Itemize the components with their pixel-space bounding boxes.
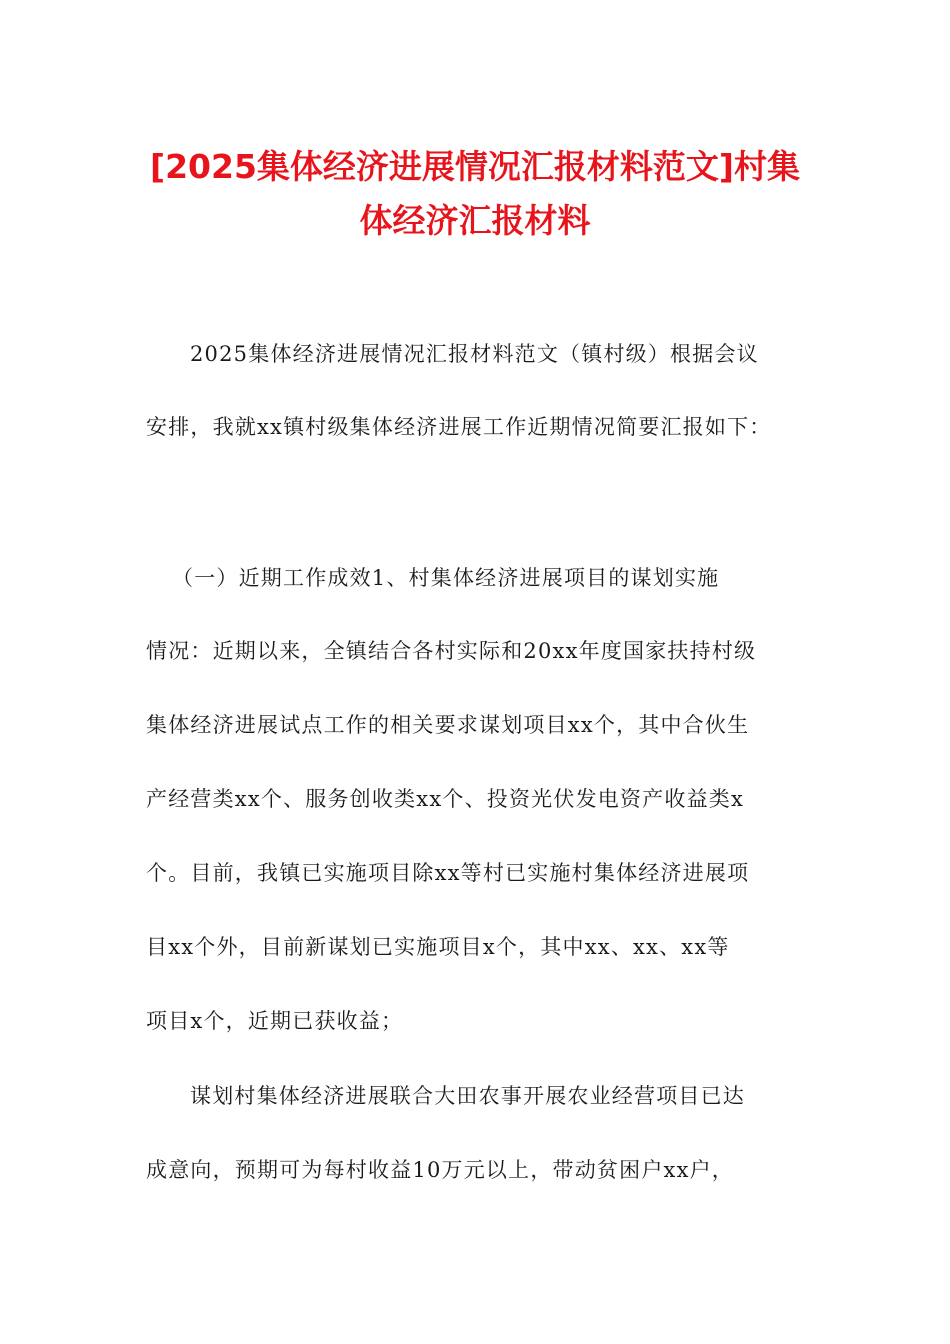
- paragraph-2-line-5: 个。目前，我镇已实施项目除xx等村已实施村集体经济进展项: [146, 861, 750, 885]
- title-line-2: 体经济汇报材料: [359, 201, 591, 240]
- paragraph-3-line-2: 成意向，预期可为每村收益10万元以上，带动贫困户xx户，: [146, 1158, 735, 1182]
- paragraph-2-line-3: 集体经济进展试点工作的相关要求谋划项目xx个，其中合伙生: [146, 713, 750, 737]
- document-title: [60, 140, 890, 248]
- paragraph-2-line-2: 情况：近期以来，全镇结合各村实际和20xx年度国家扶持村级: [146, 639, 757, 663]
- paragraph-1-line-1: 2025集体经济进展情况汇报材料范文（镇村级）根据会议: [190, 342, 759, 366]
- paragraph-3-line-1: 谋划村集体经济进展联合大田农事开展农业经营项目已达: [190, 1084, 745, 1108]
- paragraph-2-line-1: （一）近期工作成效1、村集体经济进展项目的谋划实施: [172, 566, 720, 590]
- paragraph-1-line-2: 安排，我就xx镇村级集体经济进展工作近期情况简要汇报如下：: [146, 415, 772, 439]
- title-line-1: [2025集体经济进展情况汇报材料范文]村集: [149, 147, 800, 186]
- paragraph-2-line-6: 目xx个外，目前新谋划已实施项目x个，其中xx、xx、xx等: [146, 935, 730, 959]
- paragraph-2-line-7: 项目x个，近期已获收益；: [146, 1009, 404, 1033]
- paragraph-2-line-4: 产经营类xx个、服务创收类xx个、投资光伏发电资产收益类x: [146, 787, 745, 811]
